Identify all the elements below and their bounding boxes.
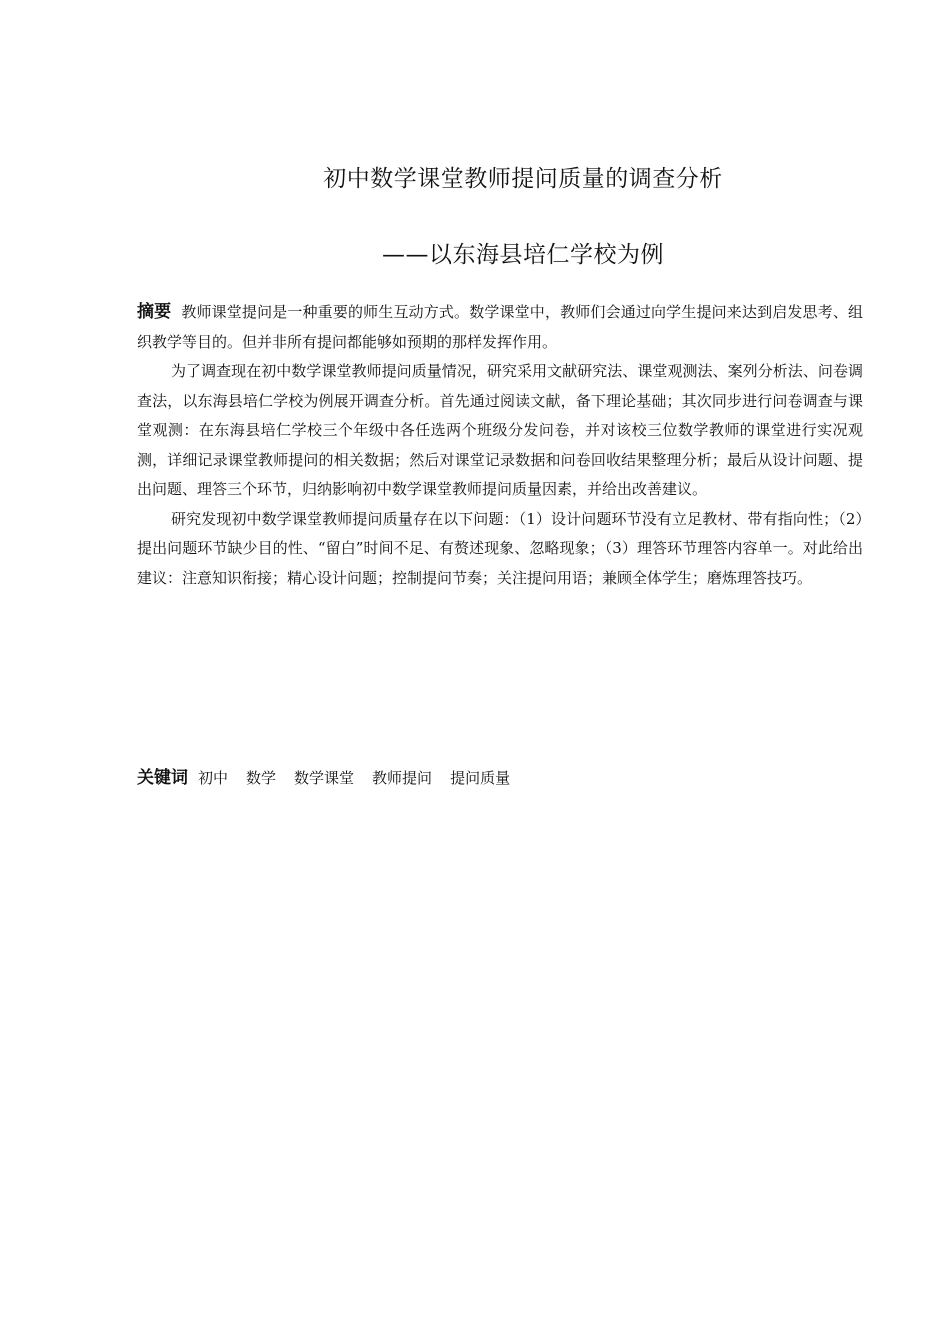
abstract-label: 摘要 (137, 302, 172, 322)
keyword: 初中 (198, 769, 229, 787)
keyword: 数学 (246, 769, 277, 787)
keyword: 教师提问 (372, 769, 433, 787)
abstract-section (137, 298, 863, 593)
abstract-paragraph: 为了调查现在初中数学课堂教师提问质量情况，研究采用文献研究法、课堂观测法、案列分析法、问卷调查法，以东海县培仁学校为例展开调查分析。首先通过阅读文献，备下理论基础；其次同步进行问卷调查与课堂观测：在东海县培仁学校三个年级中各任选两个班级分发问卷，并对该校三位数学教师的课堂进行实况观测，详细记录课堂教师提问的相关数据；然后对课堂记录数据和问卷回收结果整理分析；最后从设计问题、提出问题、理答三个环节，归纳影响初中数学课堂教师提问质量因素，并给出改善建议。 (137, 362, 863, 498)
keywords-section (137, 766, 863, 790)
abstract-paragraph: 研究发现初中数学课堂教师提问质量存在以下问题：（1）设计问题环节没有立足教材、带有指向性；（2）提出问题环节缺少目的性、“留白”时间不足、有赘述现象、忽略现象；（3）理答环节理答内容单一。对此给出建议：注意知识衔接；精心设计问题；控制提问节奏；关注提问用语；兼顾全体学生；磨炼理答技巧。 (137, 509, 863, 587)
page-subtitle: ——以东海县培仁学校为例 (382, 242, 664, 268)
abstract-text: 教师课堂提问是一种重要的师生互动方式。数学课堂中，教师们会通过向学生提问来达到启发思考、组织教学等目的。但并非所有提问都能够如预期的那样发挥作用。 (137, 303, 863, 351)
abstract-paragraph (137, 298, 863, 357)
page-title: 初中数学课堂教师提问质量的调查分析 (323, 166, 723, 192)
keyword: 数学课堂 (294, 769, 355, 787)
keywords-label: 关键词 (137, 768, 188, 788)
keyword: 提问质量 (450, 769, 511, 787)
